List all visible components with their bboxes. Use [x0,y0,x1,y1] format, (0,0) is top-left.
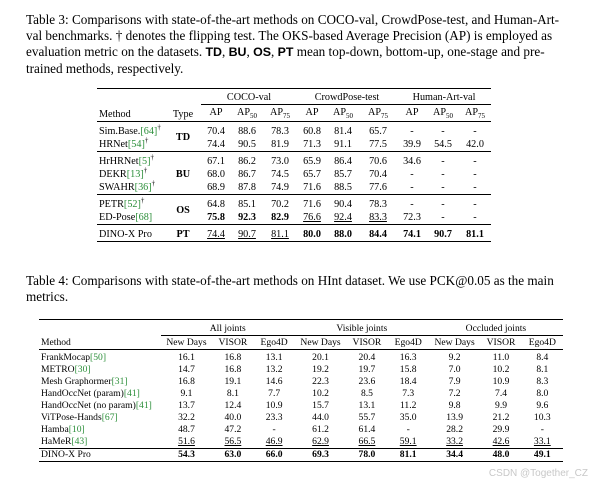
value-cell: - [459,122,491,139]
value-cell: 14.7 [178,364,195,375]
value-cell: 47.2 [224,424,242,435]
value-cell: 9.1 [180,388,193,399]
citation: [30] [74,364,91,375]
subcol-header: VISOR [352,336,382,348]
method-name: Sim.Base.[64]† [97,122,165,139]
table-row-final [39,449,563,462]
metric-header: $AP_{75}$ [367,107,389,121]
value-cell: 19.1 [224,376,242,387]
value-cell: 51.6 [178,436,195,447]
citation: [67] [101,412,118,423]
dagger-mark: † [151,179,156,188]
value-cell: 84.4 [359,225,397,242]
value-cell: 10.3 [533,412,551,423]
value-cell: 8.4 [522,350,563,365]
subcol-header: Ego4D [394,336,422,348]
value-cell: 19.7 [358,364,376,375]
value-cell: 90.7 [427,225,459,242]
value-cell: 23.3 [265,412,283,423]
citation: [68] [135,211,153,223]
value-cell: 65.7 [303,168,321,180]
dagger-mark: † [143,166,148,175]
subcol-header: New Days [166,336,207,348]
value-cell: 10.9 [492,376,510,387]
value-cell: 70.6 [359,152,397,169]
value-cell: 78.0 [346,449,387,462]
value-cell: 90.4 [327,195,359,212]
value-cell: 42.6 [492,436,510,447]
table-row [39,376,563,388]
value-cell: 90.7 [231,225,263,242]
value-cell: 20.1 [295,350,347,365]
value-cell: 75.8 [207,211,225,223]
value-cell: 70.4 [201,122,231,139]
value-cell: 16.8 [178,376,195,387]
value-cell: 13.1 [254,350,295,365]
subcol-header: VISOR [218,336,248,348]
value-cell: - [473,211,477,223]
method-name: HrHRNet[5]† [97,152,165,169]
value-cell: 86.2 [231,152,263,169]
method-name: DEKR[13]† [99,166,148,180]
value-cell: - [410,181,414,193]
value-cell: 9.6 [536,400,549,411]
value-cell: 88.6 [231,122,263,139]
value-cell: - [473,168,477,180]
value-cell: 16.8 [212,350,253,365]
metric-header: $AP_{50}$ [236,107,258,121]
value-cell: 69.3 [295,449,347,462]
metric-header: $AP_{75}$ [464,107,486,121]
value-cell: 35.0 [399,412,417,423]
value-cell: 82.9 [271,211,289,223]
table4-header-row [39,320,563,336]
value-cell: 76.6 [303,211,321,223]
value-cell: 20.4 [346,350,387,365]
value-cell: 65.9 [297,152,327,169]
method-header: Method [39,320,161,350]
value-cell: 12.4 [224,400,242,411]
value-cell: - [427,152,459,169]
table3-caption-tail: mean top-down, bottom-up, one-stage and pre-trained methods, respectively. [26,44,545,76]
value-cell: - [397,122,427,139]
value-cell: 34.4 [429,449,481,462]
value-cell: - [459,152,491,169]
method-name: ViTPose-Hands[67] [41,412,118,423]
value-cell: 66.5 [358,436,376,447]
value-cell: 87.8 [238,181,256,193]
method-name: METRO[30] [41,364,91,375]
table-row [39,436,563,449]
value-cell: 9.2 [429,350,481,365]
value-cell: 19.2 [312,364,329,375]
method-name: HandOccNet (param)[41] [41,388,140,399]
value-cell: 33.1 [533,436,551,447]
value-cell: 10.2 [312,388,329,399]
table-row [97,195,491,212]
method-name: Mesh Graphormer[31] [41,376,128,387]
method-name: FrankMocap[50] [39,350,161,365]
subcol-header: Ego4D [528,336,556,348]
table-row [39,388,563,400]
value-cell: 64.8 [201,195,231,212]
table-row [39,364,563,376]
value-cell: 7.2 [448,388,461,399]
value-cell: 74.9 [271,181,289,193]
value-cell: 13.1 [358,400,376,411]
citation: [54] [127,138,145,150]
type-label: OS [165,195,201,225]
subcol-header: New Days [434,336,475,348]
method-name: SWAHR[36]† [99,179,156,193]
value-cell: 40.0 [224,412,242,423]
value-cell: 71.6 [303,181,321,193]
value-cell: 33.2 [446,436,463,447]
dagger-mark: † [150,153,155,162]
value-cell: - [272,424,276,435]
method-name: DINO-X Pro [97,225,165,242]
method-name: HaMeR[43] [41,436,88,447]
value-cell: 78.3 [263,122,297,139]
watermark: CSDN @Together_CZ [488,468,588,479]
value-cell: 62.9 [312,436,329,447]
value-cell: 8.1 [226,388,239,399]
value-cell: 86.7 [238,168,256,180]
abbr-pt: PT [277,45,294,60]
value-cell: - [441,181,445,193]
value-cell: 29.9 [492,424,510,435]
type-header: Type [165,89,201,122]
value-cell: 8.0 [536,388,549,399]
table3 [97,88,491,242]
method-name: HandOccNet (no param)[41] [41,400,152,411]
abbr-td: TD [205,45,222,60]
value-cell: 81.1 [263,225,297,242]
method-name: HRNet[54]† [99,136,149,150]
value-cell: 48.7 [178,424,195,435]
value-cell: 90.5 [238,138,256,150]
value-cell: 77.6 [369,181,387,193]
value-cell: 85.7 [334,168,352,180]
citation: [10] [68,424,85,435]
value-cell: - [441,211,445,223]
value-cell: 67.1 [201,152,231,169]
value-cell: 7.0 [448,364,461,375]
value-cell: 71.3 [303,138,321,150]
value-cell: - [427,195,459,212]
value-cell: 81.9 [271,138,289,150]
value-cell: 16.1 [161,350,213,365]
table-row [97,138,491,152]
value-cell: 91.1 [334,138,352,150]
table3-caption-text: Table 3: Comparisons with state-of-the-art methods on COCO-val, CrowdPose-test, and Human-Art-val benchmarks. † denotes the flipping test. The OKS-based Average Precision (AP) is employed as evaluation metric on the datasets. [26,12,560,60]
value-cell: 7.3 [402,388,415,399]
table-row [97,181,491,195]
type-label: TD [165,122,201,152]
value-cell: 61.4 [358,424,376,435]
table4-caption [26,273,574,305]
citation: [41] [123,388,140,399]
value-cell: 74.4 [207,138,225,150]
value-cell: 8.5 [360,388,373,399]
value-cell: 14.6 [265,376,283,387]
metric-header: $AP_{75}$ [269,107,291,121]
dagger-mark: † [140,196,145,205]
value-cell: 42.0 [466,138,484,150]
value-cell: 74.5 [271,168,289,180]
method-name: ED-Pose[68] [99,211,153,223]
value-cell: - [540,424,544,435]
value-cell: 8.1 [536,364,549,375]
value-cell: - [406,424,410,435]
value-cell: 85.1 [231,195,263,212]
value-cell: 68.9 [207,181,225,193]
value-cell: 65.7 [359,122,397,139]
subcol-header: Ego4D [260,336,288,348]
value-cell: 88.5 [334,181,352,193]
method-name: DINO-X Pro [39,449,161,462]
value-cell: 56.5 [224,436,242,447]
value-cell: 13.2 [265,364,283,375]
value-cell: 73.0 [263,152,297,169]
dagger-mark: † [144,136,149,145]
group-header: All joints [161,320,295,336]
citation: [31] [111,376,128,387]
value-cell: 70.4 [369,168,387,180]
value-cell: 81.1 [459,225,491,242]
metric-header: AP [405,107,419,118]
value-cell: 21.2 [492,412,510,423]
type-label: PT [165,225,201,242]
group-header: Human-Art-val [397,89,491,105]
value-cell: 72.3 [403,211,421,223]
method-name: PETR[52]† [97,195,165,212]
abbr-os: OS [253,45,271,60]
value-cell: 77.5 [369,138,387,150]
table3-header-row [97,89,491,105]
table-row [39,412,563,424]
value-cell: 74.1 [397,225,427,242]
subcol-header: VISOR [486,336,516,348]
citation: [36] [134,181,152,193]
value-cell: 70.2 [263,195,297,212]
metric-header: AP [209,107,223,118]
value-cell: 9.8 [448,400,461,411]
value-cell: 92.4 [334,211,352,223]
value-cell: 11.2 [399,400,417,411]
group-header: COCO-val [201,89,297,105]
table-row [97,168,491,181]
value-cell: 86.4 [327,152,359,169]
value-cell: 44.0 [312,412,329,423]
table-row [97,225,491,242]
value-cell: 71.6 [297,195,327,212]
value-cell: - [441,168,445,180]
value-cell: 39.9 [403,138,421,150]
value-cell: 13.9 [446,412,463,423]
value-cell: 61.2 [312,424,329,435]
value-cell: 81.1 [388,449,429,462]
value-cell: 48.0 [480,449,521,462]
table4-caption-text: Table 4: Comparisons with state-of-the-art methods on HInt dataset. We use PCK@0.05 as the main metrics. [26,273,554,305]
value-cell: 60.8 [297,122,327,139]
value-cell: 63.0 [212,449,253,462]
value-cell: 46.9 [265,436,283,447]
value-cell: 15.8 [399,364,417,375]
citation: [43] [71,436,88,447]
value-cell: 7.4 [495,388,508,399]
value-cell: 18.4 [399,376,417,387]
value-cell: - [459,195,491,212]
citation: [64] [140,125,158,137]
table-row [97,152,491,169]
metric-header: $AP_{50}$ [332,107,354,121]
value-cell: - [410,168,414,180]
value-cell: 23.6 [358,376,376,387]
value-cell: 11.0 [480,350,521,365]
table-row [39,400,563,412]
value-cell: 80.0 [297,225,327,242]
value-cell: 66.0 [254,449,295,462]
value-cell: 54.3 [161,449,213,462]
metric-header: $AP_{50}$ [432,107,454,121]
value-cell: 59.1 [399,436,417,447]
value-cell: 16.3 [388,350,429,365]
value-cell: 7.9 [448,376,461,387]
value-cell: 88.0 [327,225,359,242]
citation: [5] [138,155,151,167]
citation: [50] [90,352,107,363]
value-cell: 10.2 [492,364,510,375]
table-row [39,350,563,365]
value-cell: 9.9 [495,400,508,411]
value-cell: 7.7 [268,388,281,399]
type-label: BU [165,152,201,195]
method-header: Method [97,89,165,122]
method-name: Hamba[10] [41,424,85,435]
value-cell: 28.2 [446,424,463,435]
value-cell: 83.3 [369,211,387,223]
value-cell: 49.1 [522,449,563,462]
value-cell: 78.3 [359,195,397,212]
value-cell: 92.3 [238,211,256,223]
value-cell: 22.3 [312,376,329,387]
metric-header: AP [305,107,319,118]
abbr-bu: BU [228,45,247,60]
table-row [97,211,491,225]
value-cell: - [427,122,459,139]
value-cell: 68.0 [207,168,225,180]
value-cell: 8.3 [536,376,549,387]
citation: [13] [126,168,144,180]
value-cell: 32.2 [178,412,195,423]
table3-caption: Table 3: Comparisons with state-of-the-art methods on COCO-val, CrowdPose-test, and Human-Art-val benchmarks. † denotes the flipping test. The OKS-based Average Precision (AP) is employed as evaluation metric on the datasets. TD, BU, OS, PT mean top-down, bottom-up, one-stage and pre-trained methods, respectively. [26,12,560,76]
table-row [39,424,563,436]
table4 [39,319,563,462]
value-cell: 55.7 [358,412,376,423]
group-header: CrowdPose-test [297,89,397,105]
value-cell: 15.7 [312,400,329,411]
value-cell: 54.5 [434,138,452,150]
citation: [52] [123,198,141,210]
citation: [41] [135,400,152,411]
value-cell: 10.9 [265,400,283,411]
table-row [97,122,491,139]
subcol-header: New Days [300,336,341,348]
value-cell: 16.8 [224,364,242,375]
value-cell: - [473,181,477,193]
value-cell: 74.4 [201,225,231,242]
value-cell: 34.6 [397,152,427,169]
value-cell: - [397,195,427,212]
group-header: Visible joints [295,320,429,336]
dagger-mark: † [157,123,161,132]
group-header: Occluded joints [429,320,563,336]
value-cell: 13.7 [178,400,195,411]
value-cell: 81.4 [327,122,359,139]
